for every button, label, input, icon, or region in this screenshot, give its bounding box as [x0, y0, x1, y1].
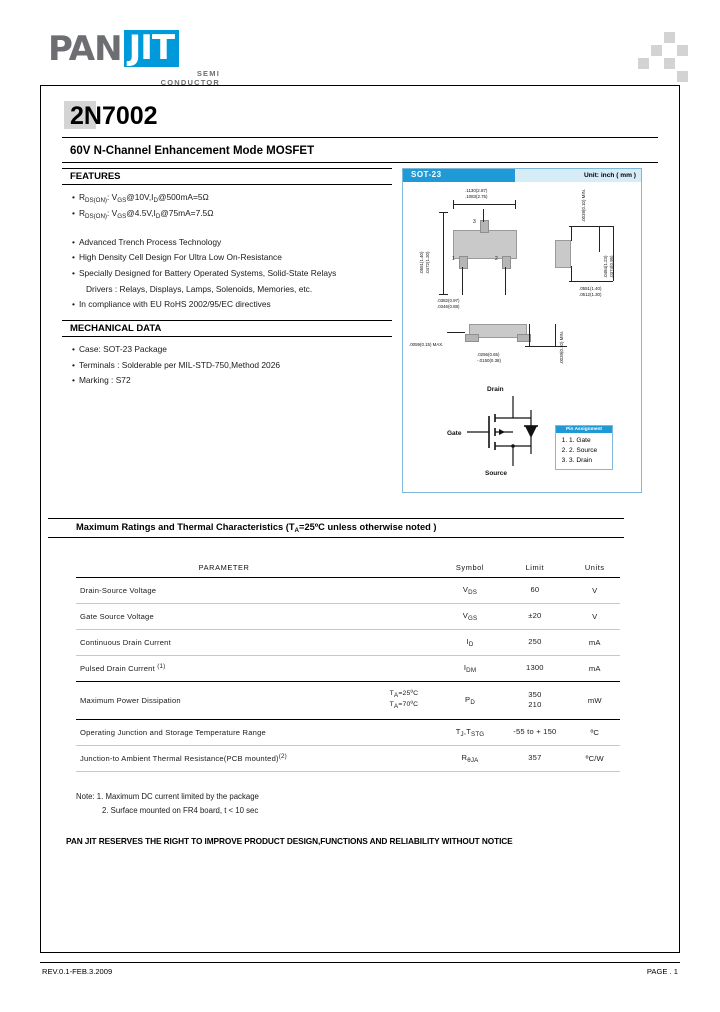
decorative-squares [638, 32, 698, 78]
symbol-label-source: Source [485, 470, 508, 477]
cell-condition: $T_A=25ºC$ $T_A=70ºC$ [368, 681, 440, 719]
package-body-endview [555, 240, 571, 268]
cell-units: mA [570, 655, 620, 681]
dim-right-height-a: .0484(1.23) .0374(0.95) [603, 255, 614, 278]
dim-tick-top-right [515, 200, 516, 209]
pin-number-1: 1 [452, 256, 455, 262]
list-item: • Case: SOT-23 Package [72, 344, 167, 354]
feature-text: High Density Cell Design For Ultra Low On-Resistance [78, 252, 282, 263]
logo-wordmark [48, 30, 248, 67]
cell-condition [368, 577, 440, 603]
product-subtitle: 60V N-Channel Enhancement Mode MOSFET [70, 145, 315, 157]
package-unit-note: Unit: inch ( mm ) [583, 172, 636, 179]
column-header-parameter: PARAMETER [76, 560, 368, 577]
package-drawing-body [403, 182, 641, 492]
cell-parameter: Operating Junction and Storage Temperature Range [76, 719, 368, 745]
ratings-table [76, 560, 620, 772]
cell-limit: -55 to + 150 [500, 719, 569, 745]
symbol-label-drain: Drain [487, 386, 504, 393]
list-item: • Terminals : Solderable per MIL-STD-750,Method 2026 [72, 359, 281, 370]
lead-line-3 [483, 209, 484, 222]
pin-assignment-box [555, 425, 613, 470]
dim-side-lead: .0256(0.65) -.0150(0.38) [477, 352, 501, 363]
footer-divider [40, 962, 680, 963]
lead-line-2 [505, 267, 506, 295]
feature-text: Specially Designed for Battery Operated Systems, Solid-State Relays [78, 268, 337, 279]
divider-title [62, 137, 658, 138]
list-item: • $R_{DS(ON)}$: $V_{GS}@10V,I_D@500mA=5\Omega$ [72, 192, 209, 204]
footer-page-number: PAGE . 1 [646, 967, 678, 976]
side-lead-left [465, 334, 479, 342]
features-heading: FEATURES [62, 168, 392, 185]
table-header-row [76, 560, 620, 577]
logo-pan-text: PAN [48, 28, 122, 69]
list-item: • High Density Cell Design For Ultra Low On-Resistance [72, 252, 282, 263]
feature-text: Advanced Trench Process Technology [78, 236, 222, 247]
cell-condition [368, 629, 440, 655]
package-header [403, 169, 641, 182]
endview-dim-v1 [599, 226, 600, 252]
list-item: • Specially Designed for Battery Operated Systems, Solid-State Relays [72, 268, 337, 279]
column-header-symbol: Symbol [440, 560, 500, 577]
spacer [72, 223, 392, 235]
mechanical-text: Case: SOT-23 Package [78, 344, 167, 354]
dim-side-bottom: .0551(1.40) .0512(1.30) [579, 286, 602, 297]
list-item: 2. 2. Source [569, 446, 612, 456]
package-body-topview [453, 230, 517, 259]
lead-pin-1 [459, 256, 468, 269]
list-item: • Advanced Trench Process Technology [72, 236, 222, 247]
cell-parameter: Drain-Source Voltage [76, 577, 368, 603]
table-row [76, 577, 620, 603]
feature-text: $R_{DS(ON)}$: $V_{GS}@4.5V,I_D@75mA=7.5\Omega$ [78, 208, 214, 221]
column-header-limit: Limit [500, 560, 569, 577]
list-item: • Marking : S72 [72, 375, 131, 386]
dim-tick-left-bottom [439, 294, 448, 295]
cell-limit: 357 [500, 745, 569, 771]
symbol-label-gate: Gate [447, 430, 462, 437]
dim-tick-left-top [439, 212, 448, 213]
dim-bottom-pitch: .0382(0.97) .0346(0.88) [437, 298, 460, 309]
ratings-section [48, 518, 624, 772]
mosfet-symbol [463, 396, 553, 472]
cell-condition [368, 745, 440, 771]
list-item: • In compliance with EU RoHS 2002/95/EC directives [72, 299, 271, 310]
ratings-title: Maximum Ratings and Thermal Characteristics ($T_A=25ºC$ unless otherwise noted ) [48, 518, 624, 538]
side-dim-line [447, 332, 465, 333]
company-logo [48, 30, 248, 88]
column-header-units: Units [570, 560, 620, 577]
endview-dim-top [569, 226, 613, 227]
cell-parameter: Junction-to Ambient Thermal Resistance(PCB mounted)$^{(2)}$ [76, 745, 368, 771]
features-section [62, 168, 392, 313]
list-item: 3. 3. Drain [569, 456, 612, 466]
cell-limit: ±20 [500, 603, 569, 629]
page-title: 2N7002 [70, 102, 158, 130]
divider-subtitle [62, 162, 658, 163]
table-row [76, 719, 620, 745]
cell-condition [368, 719, 440, 745]
cell-parameter: Pulsed Drain Current $^{(1)}$ [76, 655, 368, 681]
mechanical-data-section [62, 320, 392, 389]
ratings-table-body [76, 577, 620, 771]
pin-number-3: 3 [473, 219, 476, 225]
cell-units: mW [570, 681, 620, 719]
cell-limit: 350 210 [500, 681, 569, 719]
mechanical-heading: MECHANICAL DATA [62, 320, 392, 337]
package-type-badge: SOT-23 [403, 169, 515, 182]
cell-units: ºC [570, 719, 620, 745]
lead-pin-2 [502, 256, 511, 269]
side-dim-vline [529, 324, 530, 346]
features-list [62, 185, 392, 313]
logo-tagline-line1: SEMI [196, 69, 220, 78]
cell-limit: 1300 [500, 655, 569, 681]
cell-symbol: $I_D$ [440, 629, 500, 655]
dim-right-height-b: .0039(0.10) MIN. [581, 189, 586, 222]
dim-side-thickness: .0059(0.15) MAX. [409, 342, 444, 347]
lead-pin-3 [480, 220, 489, 233]
table-row [76, 655, 620, 681]
feature-text: $R_{DS(ON)}$: $V_{GS}@10V,I_D@500mA=5\Omega$ [78, 192, 209, 204]
table-row [76, 603, 620, 629]
cell-units: V [570, 603, 620, 629]
cell-symbol: $T_J,T_{STG}$ [440, 719, 500, 745]
dim-tick-top-left [453, 200, 454, 209]
mechanical-list [62, 337, 392, 389]
cell-limit: 250 [500, 629, 569, 655]
legal-disclaimer: PAN JIT RESERVES THE RIGHT TO IMPROVE PRODUCT DESIGN,FUNCTIONS AND RELIABILITY WITHOUT NOTICE [66, 836, 513, 846]
mechanical-text: Marking : S72 [78, 375, 131, 386]
lead-line-1 [462, 267, 463, 295]
logo-tagline-line2: CONDUCTOR [160, 78, 220, 88]
footer-revision: REV.0.1-FEB.3.2009 [42, 967, 113, 976]
cell-symbol: $V_{DS}$ [440, 577, 500, 603]
mechanical-text: Terminals : Solderable per MIL-STD-750,Method 2026 [78, 359, 281, 370]
pin-number-2: 2 [495, 256, 498, 262]
column-header-condition [368, 560, 440, 577]
cell-symbol: $V_{GS}$ [440, 603, 500, 629]
feature-text: In compliance with EU RoHS 2002/95/EC directives [78, 299, 271, 310]
dim-side-height: .0039(0.10) MIN. [559, 331, 564, 364]
note-line-1: Note: 1. Maximum DC current limited by the package [76, 792, 259, 801]
table-row [76, 745, 620, 771]
cell-limit: 60 [500, 577, 569, 603]
pin-assignment-list [556, 433, 612, 469]
side-dim-vline2 [555, 324, 556, 346]
dim-top-width: .1130(2.87) .1083(2.75) [465, 188, 488, 199]
cell-symbol: $P_D$ [440, 681, 500, 719]
dim-left-height: .0551(1.40) .0472(1.20) [419, 251, 430, 274]
cell-symbol: $I_{DM}$ [440, 655, 500, 681]
logo-jit-text: JIT [124, 30, 180, 67]
pin-assignment-heading: Pin Assignment [556, 426, 612, 433]
endview-lead-upper [571, 226, 572, 241]
note-line-2: 2. Surface mounted on FR4 board, t < 10 sec [102, 805, 259, 815]
notes-section [76, 790, 259, 817]
cell-condition [368, 603, 440, 629]
endview-dim-bottom [569, 281, 613, 282]
feature-continuation: Drivers : Relays, Displays, Lamps, Solenoids, Memories, etc. [86, 283, 313, 294]
package-drawing-panel [402, 168, 642, 493]
table-row [76, 681, 620, 719]
cell-units: mA [570, 629, 620, 655]
list-item: 1. 1. Gate [569, 436, 612, 446]
cell-parameter: Continuous Drain Current [76, 629, 368, 655]
cell-parameter: Maximum Power Dissipation [76, 681, 368, 719]
dim-line-top [453, 204, 515, 205]
cell-parameter: Gate Source Voltage [76, 603, 368, 629]
cell-condition [368, 655, 440, 681]
dim-line-left [443, 212, 444, 294]
cell-symbol: $R_{\theta JA}$ [440, 745, 500, 771]
table-row [76, 629, 620, 655]
endview-lead-lower [571, 266, 572, 281]
cell-units: ºC/W [570, 745, 620, 771]
list-item: • $R_{DS(ON)}$: $V_{GS}@4.5V,I_D@75mA=7.5\Omega$ [72, 208, 214, 221]
cell-units: V [570, 577, 620, 603]
